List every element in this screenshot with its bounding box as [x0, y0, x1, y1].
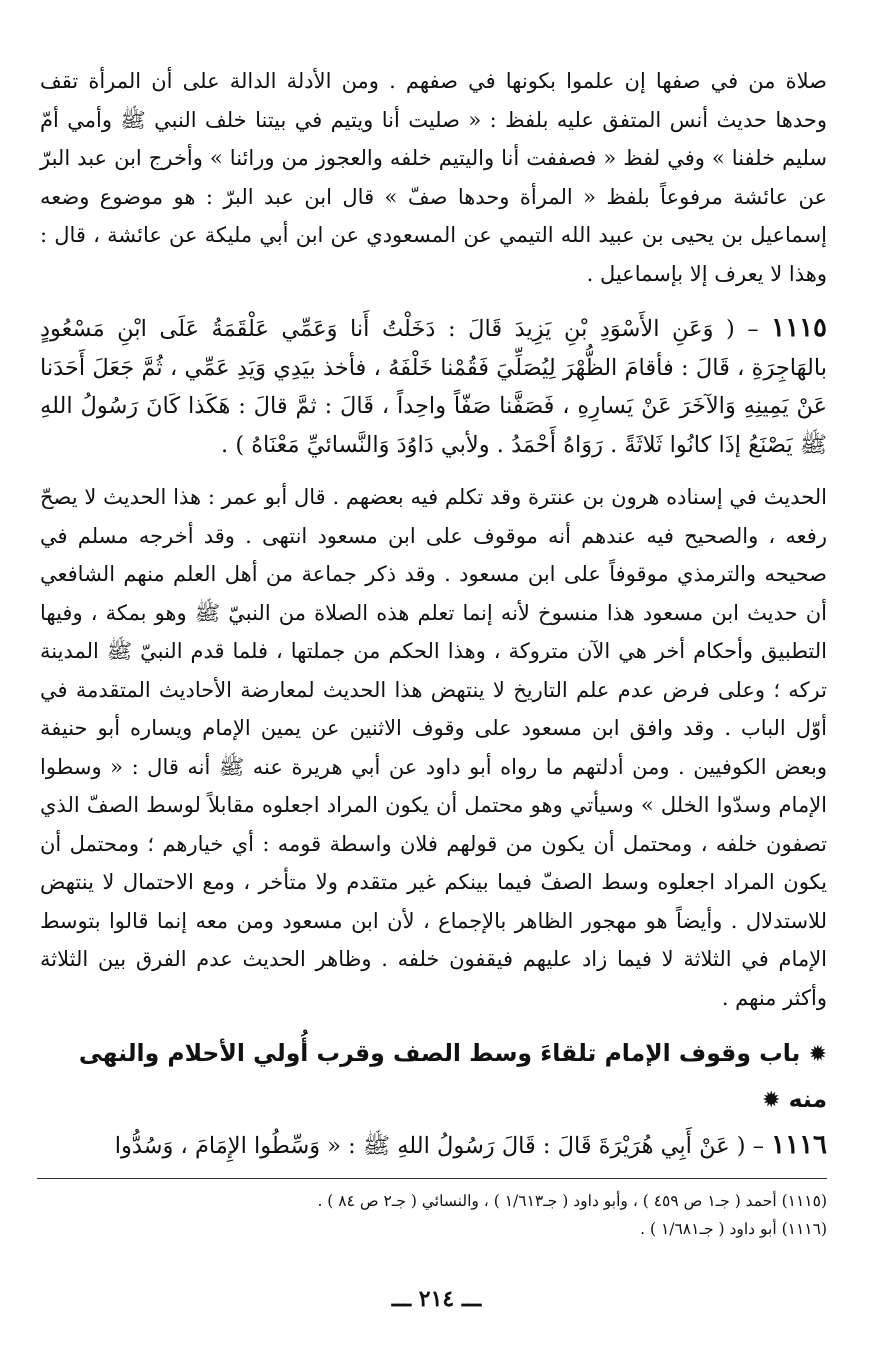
hadith-text: – ( عَنْ أَبِي هُرَيْرَةَ قَالَ : قَالَ رَسُولُ اللهِ ﷺ : « وَسِّطُوا الإِمَامَ ، وَسُدُّوا — [114, 1133, 764, 1159]
chapter-title: باب وقوف الإمام تلقاءَ وسط الصف وقرب أُولي الأحلام والنهى منه — [78, 1039, 827, 1113]
star-ornament-icon: ✹ — [808, 1042, 827, 1067]
footnote: (١١١٦) أبو داود ( جـ١/٦٨١ ) . — [640, 1220, 827, 1238]
page-number: ـــ ٢١٤ ـــ — [391, 1286, 482, 1312]
commentary-paragraph-1: صلاة من في صفها إن علموا بكونها في صفهم . ومن الأدلة الدالة على أن المرأة تقف وحدها حديث أنس المتفق عليه بلفظ : « صليت أنا ويتيم في بيتنا خلف النبي ﷺ وأمي أمّ سليم خلفنا » وفي لفظ « فصففت أنا واليتيم خلفه والعجوز من ورائنا » وأخرج ابن عبد البرّ عن عائشة مرفوعاً بلفظ « المرأة وحدها صفّ » قال ابن عبد البرّ : هو موضوع وضعه إسماعيل بن يحيى بن عبيد الله التيمي عن المسعودي عن ابن أبي مليكة عن عائشة ، قال : وهذا لا يعرف إلا بإسماعيل . — [40, 69, 827, 286]
footnote-divider — [37, 1178, 827, 1179]
hadith-number: ١١١٥ — [771, 313, 827, 343]
hadith-text: – ( وَعَنِ الأَسْوَدِ بْنِ يَزِيدَ قَالَ : دَخَلْتُ أَنا وَعَمِّي عَلْقَمَةُ عَلَى ابْنِ مَسْعُودٍ بالهَاجِرَةِ ، قَالَ : فأقامَ الظُّهْرَ لِيُصَلِّيَ فَقُمْنا خَلْفَهُ ، فأخذ بيَدِي وَيَدِ عَمِّي ، ثُمَّ جَعَلَ أَحَدَنا عَنْ يَمِينِهِ وَالآخَرَ عَنْ يَسارِهِ ، فَصَفَّنا صَفّاً واحِداً ، قَالَ : ثمَّ قالَ : هَكَذا كَانَ رَسُولُ اللهِ ﷺ يَصْنَعُ إذَا كانُوا ثَلاثَةً . رَوَاهُ أَحْمَدُ . ولأبي دَاوُدَ وَالنَّسائيِّ مَعْنَاهُ ) . — [40, 316, 827, 458]
star-ornament-icon: ✹ — [761, 1088, 781, 1113]
hadith-1115 — [40, 309, 827, 464]
commentary-paragraph-2: الحديث في إسناده هرون بن عنترة وقد تكلم فيه بعضهم . قال أبو عمر : هذا الحديث لا يصحّ رفعه ، والصحيح فيه عندهم أنه موقوف على ابن مسعود انتهى . وقد أخرجه مسلم في صحيحه والترمذي موقوفاً على ابن مسعود . وقد ذكر جماعة من أهل العلم منهم الشافعي أن حديث ابن مسعود هذا منسوخ لأنه إنما تعلم هذه الصلاة من النبيّ ﷺ وهو بمكة ، وفيها التطبيق وأحكام أخر هي الآن متروكة ، وهذا الحكم من جملتها ، فلما قدم النبيّ ﷺ المدينة تركه ؛ وعلى فرض عدم علم التاريخ لا ينتهض هذا الحديث لمعارضة الأحاديث المتقدمة في أوّل الباب . وقد وافق ابن مسعود على وقوف الاثنين عن يمين الإمام ويساره أبو حنيفة وبعض الكوفيين . ومن أدلتهم ما رواه أبو داود عن أبي هريرة عنه ﷺ أنه قال : « وسطوا الإمام وسدّوا الخلل » وسيأتي وهو محتمل أن يكون المراد اجعلوه مقابلاً لوسط الصفّ الذي تصفون خلفه ، ومحتمل أن يكون من قولهم فلان واسطة قومه : أي خيارهم ؛ ومحتمل أن يكون المراد اجعلوه وسط الصفّ فيما بينكم غير متقدم ولا متأخر ، ومع الاحتمال لا ينتهض للاستدلال . وأيضاً هو مهجور الظاهر بالإجماع ، لأن ابن مسعود ومن معه إنما قالوا بتوسط الإمام في الثلاثة لا فيما زاد عليهم فيقفون خلفه . وظاهر الحديث عدم الفرق بين الثلاثة وأكثر منهم . — [40, 485, 827, 1010]
chapter-heading — [40, 1031, 827, 1123]
hadith-number: ١١١٦ — [771, 1130, 827, 1160]
hadith-1116 — [40, 1123, 827, 1168]
footnote: (١١١٥) أحمد ( جـ١ ص ٤٥٩ ) ، وأبو داود ( جـ١/٦١٣ ) ، والنسائي ( جـ٢ ص ٨٤ ) . — [317, 1192, 827, 1210]
